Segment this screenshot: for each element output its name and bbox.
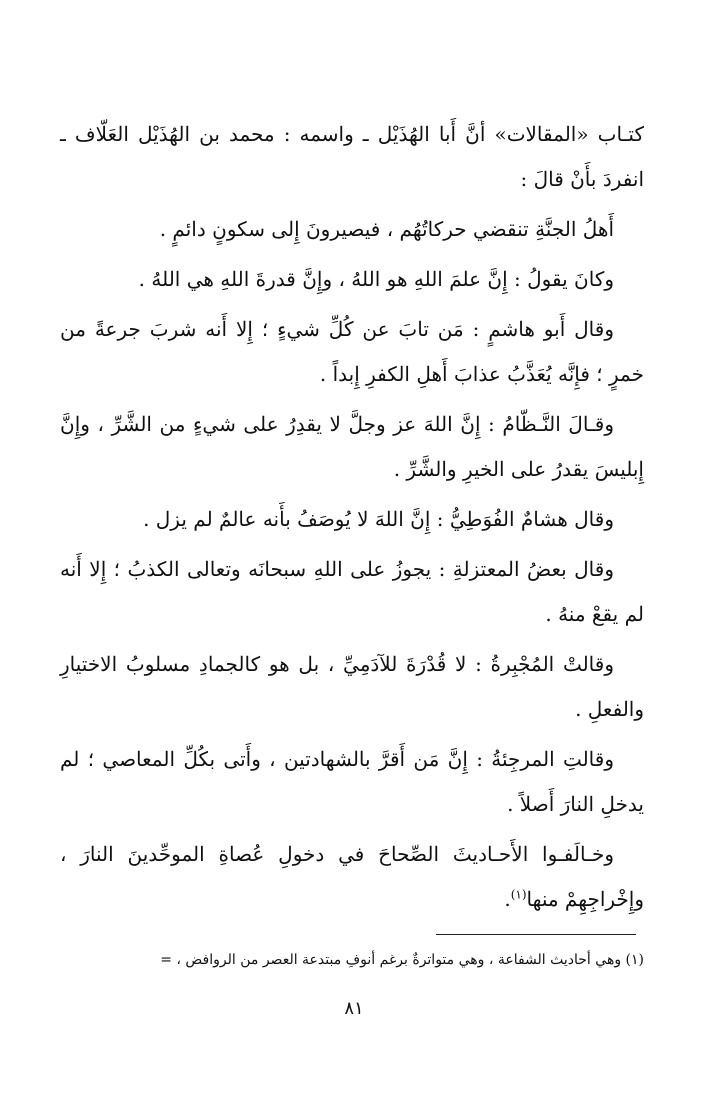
footnote: (١) وهي أحاديث الشفاعة ، وهي متواترةٌ برغم أنوفِ مبتدعة العصر من الروافض ، = [160,952,644,968]
paragraph-8: وقالتْ المُجْبِرةُ : لا قُدْرَةَ للآدَمِيِّ ، بل هو كالجمادِ مسلوبُ الاختيارِ والفعلِ . [60,652,644,721]
main-text [60,112,644,922]
paragraph-5: وقـالَ النَّـظّامُ : إِنَّ اللهَ عز وجلَّ لا يقدِرُ على شيءٍ من الشَّرِّ ، وإِنَّ إِبليسَ يقدرُ على الخيرِ والشَّرِّ . [60,412,644,481]
footnote-divider [436,934,636,935]
paragraph-10-end: . [504,887,511,911]
footnote-reference: (١) [510,887,527,902]
paragraph-3: وكانَ يقولُ : إِنَّ علمَ اللهِ هو اللهُ ، وإِنَّ قدرةَ اللهِ هي اللهُ . [138,267,614,291]
page-number: ٨١ [344,998,364,1019]
paragraph-2: أَهلُ الجنَّةِ تنقضي حركاتُهُم ، فيصيرونَ إِلى سكونٍ دائمٍ . [159,217,614,241]
paragraph-10 [60,832,644,922]
paragraph-1: كتـاب «المقالات» أنَّ أَبا الهُذَيْل ـ واسمه : محمد بن الهُذَيْل العَلّاف ـ انفردَ بأَنْ قالَ : [60,122,644,191]
paragraph-4: وقال أَبو هاشمٍ : مَن تابَ عن كُلِّ شيءٍ ؛ إِلا أَنه شربَ جرعةً من خمرٍ ؛ فإِنَّه يُعَذَّبُ عذابَ أَهلِ الكفرِ إِبداً . [60,317,644,386]
paragraph-10-text: وخـالَفـوا الأَحـاديثَ الصِّحاحَ في دخولِ عُصاةِ الموحِّدينَ النارَ ، وإِخْراجِهِمْ منها [60,842,644,911]
paragraph-7: وقال بعضُ المعتزلةِ : يجوزُ على اللهِ سبحانَه وتعالى الكذبُ ؛ إِلا أَنه لم يقعْ منهُ . [60,557,644,626]
paragraph-9: وقالتِ المرجِئةُ : إِنَّ مَن أَقرَّ بالشهادتين ، وأَتى بكُلِّ المعاصي ؛ لم يدخلِ النارَ أَصلاً . [60,747,644,816]
paragraph-6: وقال هشامٌ الفُوَطِيُّ : إِنَّ اللهَ لا يُوصَفُ بأَنه عالمٌ لم يزل . [143,507,614,531]
